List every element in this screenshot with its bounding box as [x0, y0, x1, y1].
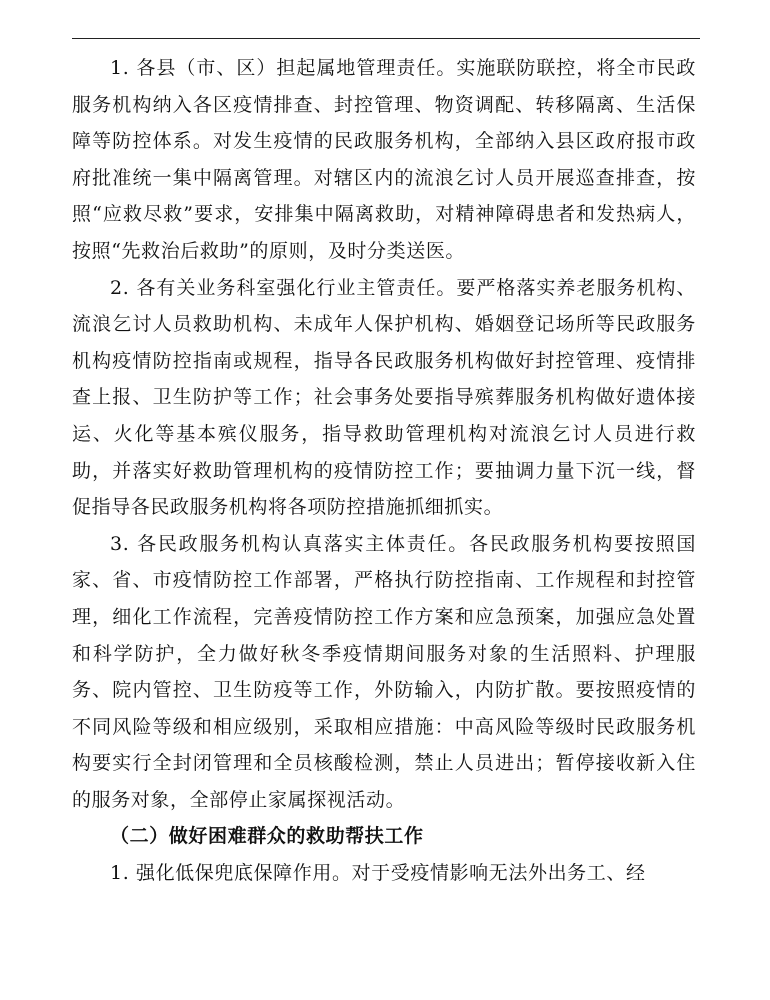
- paragraph-county-responsibility: 1. 各县（市、区）担起属地管理责任。实施联防联控，将全市民政服务机构纳入各区疫情排查、封控管理、物资调配、转移隔离、生活保障等防控体系。对发生疫情的民政服务机构，全部纳入县区政府报市政府批准统一集中隔离管理。对辖区内的流浪乞讨人员开展巡查排查，按照“应救尽救”要求，安排集中隔离救助，对精神障碍患者和发热病人，按照“先救治后救助”的原则，及时分类送医。: [72, 57, 696, 262]
- section-heading: （二）做好困难群众的救助帮扶工作: [110, 825, 424, 848]
- header-rule: [72, 38, 700, 39]
- paragraph-institution-responsibility: 3. 各民政服务机构认真落实主体责任。各民政服务机构要按照国家、省、市疫情防控工作部署，严格执行防控指南、工作规程和封控管理，细化工作流程，完善疫情防控工作方案和应急预案，加强应急处置和科学防护，全力做好秋冬季疫情期间服务对象的生活照料、护理服务、院内管控、卫生防疫等工作，外防输入，内防扩散。要按照疫情的不同风险等级和相应级别，采取相应措施：中高风险等级时民政服务机构要实行全封闭管理和全员核酸检测，禁止人员进出；暂停接收新入住的服务对象，全部停止家属探视活动。: [72, 532, 696, 811]
- document-body: [72, 50, 696, 892]
- paragraph-minimum-living-guarantee: 1. 强化低保兜底保障作用。对于受疫情影响无法外出务工、经: [110, 862, 646, 885]
- paragraph-department-responsibility: 2. 各有关业务科室强化行业主管责任。要严格落实养老服务机构、流浪乞讨人员救助机构、未成年人保护机构、婚姻登记场所等民政服务机构疫情防控指南或规程，指导各民政服务机构做好封控管理、疫情排查上报、卫生防护等工作；社会事务处要指导殡葬服务机构做好遗体接运、火化等基本殡仪服务，指导救助管理机构对流浪乞讨人员进行救助，并落实好救助管理机构的疫情防控工作；要抽调力量下沉一线，督促指导各民政服务机构将各项防控措施抓细抓实。: [72, 276, 696, 519]
